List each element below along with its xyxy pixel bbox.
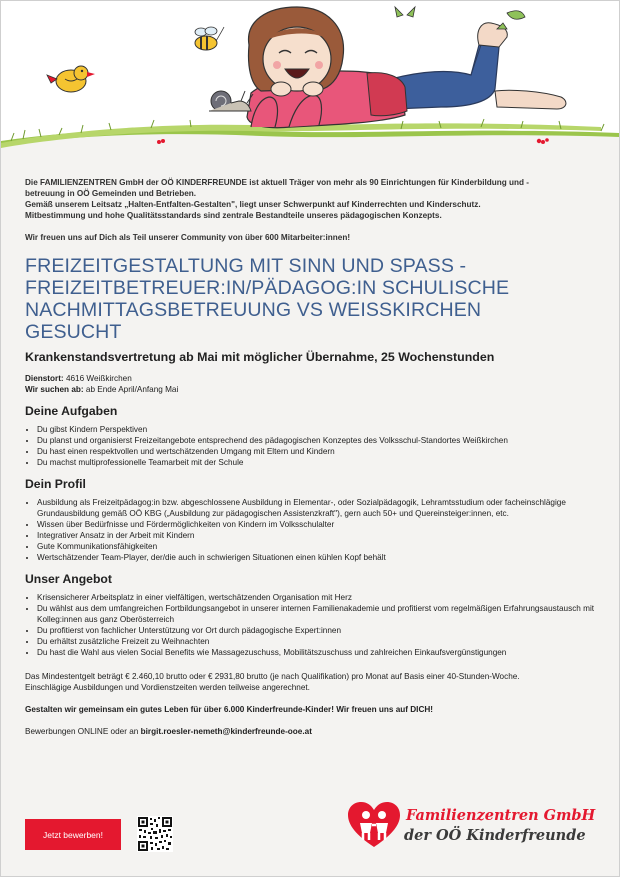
- logo-text-line: Familienzentren GmbH: [406, 807, 596, 824]
- list-item: • Krisensicherer Arbeitsplatz in einer vielfältigen, wertschätzenden Organisation mit Herz: [37, 592, 597, 603]
- logo-text-line: der OÖ Kinderfreunde: [404, 827, 586, 844]
- list-item: • Du hast einen respektvollen und wertschätzenden Umgang mit Eltern und Kindern: [37, 446, 597, 457]
- apply-button[interactable]: Jetzt bewerben!: [25, 819, 121, 850]
- salary-text: Das Mindestentgelt beträgt € 2.460,10 brutto oder € 2931,80 brutto (je nach Qualifikation) pro Monat auf Basis einer 40-Stunden-Woche.: [25, 672, 520, 681]
- list-item: • Wissen über Bedürfnisse und Fördermöglichkeiten von Kindern im Volksschulalter: [37, 519, 597, 530]
- intro-line: Die FAMILIENZENTREN GmbH der OÖ KINDERFREUNDE ist aktuell Träger von mehr als 90 Einrichtungen für Kinderbildung und -: [25, 178, 530, 187]
- list-item: • Du planst und organisierst Freizeitangebote entsprechend des pädagogischen Konzeptes des Volksschul-Standortes Weißkirchen: [37, 435, 597, 446]
- list-item: • Du wählst aus dem umfangreichen Fortbildungsangebot in unserer internen Familienakademie und profitierst vom regelmäßigen Erfahrungsaustausch mit Kolleg:innen aus ganz Oberösterreich: [37, 603, 597, 625]
- job-title-line: NACHMITTAGSBETREUUNG VS WEISSKIRCHEN: [25, 299, 482, 321]
- snail-icon: [209, 91, 253, 111]
- profil-list: [25, 497, 597, 563]
- job-meta: [25, 373, 597, 395]
- job-title-line: FREIZEITGESTALTUNG MIT SINN UND SPASS -: [25, 255, 467, 277]
- intro-line: betreuung in OÖ Gemeinden und Betrieben.: [25, 189, 197, 198]
- intro-line: Gemäß unserem Leitsatz „Halten-Entfalten-Gestalten", liegt unser Schwerpunkt auf Kinderrechten und Kinderschutz.: [25, 200, 481, 209]
- intro-line: Mitbestimmung und hohe Qualitätsstandards sind zentrale Bestandteile unseres pädagogischen Konzepts.: [25, 211, 442, 220]
- apply-info: [25, 726, 597, 737]
- apply-email-link[interactable]: birgit.roesler-nemeth@kinderfreunde-ooe.at: [140, 727, 312, 736]
- job-subtitle: Krankenstandsvertretung ab Mai mit möglicher Übernahme, 25 Wochenstunden: [25, 350, 495, 364]
- list-item: • Gute Kommunikationsfähigkeiten: [37, 541, 597, 552]
- work-location-label: Dienstort:: [25, 374, 64, 383]
- bird-icon: [47, 66, 95, 92]
- list-item: • Wertschätzender Team-Player, der/die auch in schwierigen Situationen einen kühlen Kopf behält: [37, 552, 597, 563]
- closing-block: [25, 671, 597, 737]
- heart-kids-logo-icon: [346, 801, 402, 851]
- section-title-angebot: Unser Angebot: [25, 572, 112, 586]
- list-item: • Du machst multiprofessionelle Teamarbeit mit der Schule: [37, 457, 597, 468]
- job-title-line: GESUCHT: [25, 321, 122, 343]
- start-date-value: ab Ende April/Anfang Mai: [83, 385, 179, 394]
- list-item: • Integrativer Ansatz in der Arbeit mit Kindern: [37, 530, 597, 541]
- bee-icon: [195, 27, 224, 50]
- list-item: • Du gibst Kindern Perspektiven: [37, 424, 597, 435]
- angebot-list: [25, 592, 597, 658]
- list-item: • Ausbildung als Freizeitpädagog:in bzw. abgeschlossene Ausbildung in Elementar-, oder Sozialpädagogik, Lehramtsstudium oder facheinschlägige Grundausbildung gemäß OÖ KBG („Ausbildung zur pädagogischen Assistenzkraft"), gern auch 50+ und Quereinsteiger:innen, etc.: [37, 497, 597, 519]
- start-date: [25, 384, 597, 395]
- section-title-profil: Dein Profil: [25, 477, 86, 491]
- butterfly-icon: [395, 7, 415, 17]
- salary-note: Einschlägige Ausbildungen und Vordienstzeiten werden teilweise angerechnet.: [25, 683, 310, 692]
- hero-illustration: [1, 1, 619, 171]
- apply-prefix: Bewerbungen ONLINE oder an: [25, 727, 141, 736]
- girl-illustration: [1, 1, 619, 171]
- qr-code-icon: [137, 816, 173, 852]
- leaf-icon: [497, 11, 525, 29]
- aufgaben-list: [25, 424, 597, 468]
- job-title-line: FREIZEITBETREUER:IN/PÄDAGOG:IN SCHULISCHE: [25, 277, 510, 299]
- company-logo: [346, 801, 596, 851]
- closing-cta: Gestalten wir gemeinsam ein gutes Leben für über 6.000 Kinderfreunde-Kinder! Wir freuen uns auf DICH!: [25, 705, 434, 714]
- intro-community: Wir freuen uns auf Dich als Teil unserer Community von über 600 Mitarbeiter:innen!: [25, 233, 351, 242]
- posting-content: [25, 177, 597, 737]
- list-item: • Du hast die Wahl aus vielen Social Benefits wie Massagezuschuss, Mobilitätszuschuss und zahlreichen Einkaufsvergünstigungen: [37, 647, 597, 658]
- work-location: [25, 373, 597, 384]
- work-location-value: 4616 Weißkirchen: [63, 374, 132, 383]
- start-date-label: Wir suchen ab:: [25, 385, 84, 394]
- list-item: • Du profitierst von fachlicher Unterstützung vor Ort durch pädagogische Expert:innen: [37, 625, 597, 636]
- job-title: [25, 255, 597, 343]
- section-title-aufgaben: Deine Aufgaben: [25, 404, 118, 418]
- intro-block: [25, 177, 597, 243]
- list-item: • Du erhältst zusätzliche Freizeit zu Weihnachten: [37, 636, 597, 647]
